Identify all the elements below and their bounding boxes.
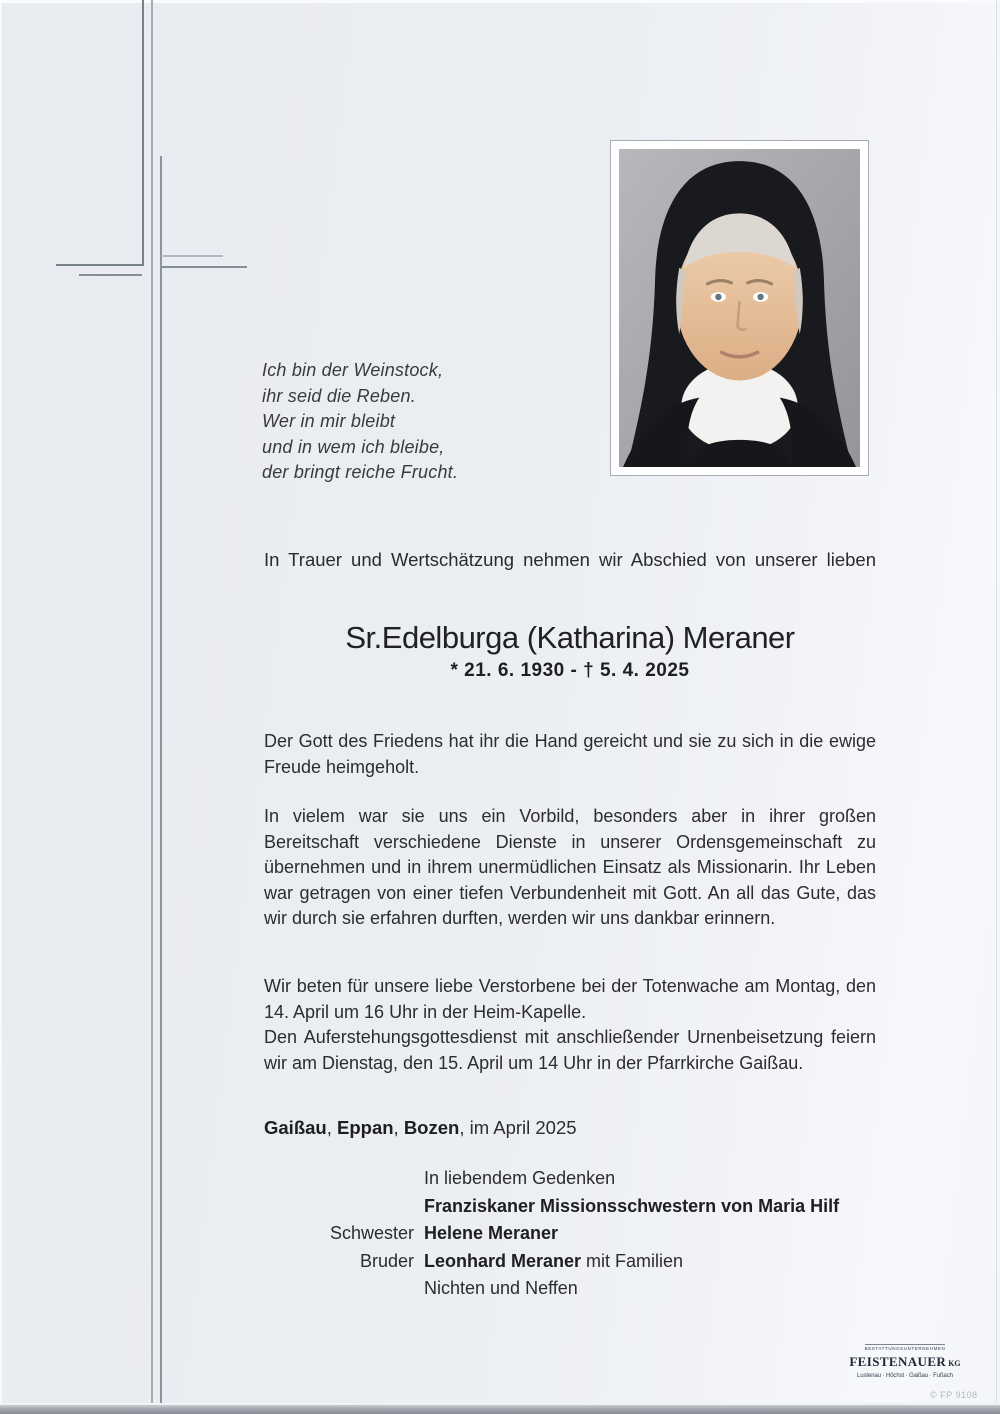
mourner-name: Leonhard Meraner mit Familien	[424, 1250, 684, 1271]
quote-line: ihr seid die Reben.	[262, 385, 416, 406]
scripture-quote	[262, 358, 522, 486]
funeral-home-name	[845, 1355, 965, 1371]
portrait-photo-frame	[610, 140, 869, 476]
nun-portrait-illustration	[619, 149, 860, 467]
life-dates: * 21. 6. 1930 - † 5. 4. 2025	[450, 660, 690, 681]
print-code: © FP 9108	[930, 1390, 978, 1400]
cross-vertical-line-offset	[160, 156, 162, 1405]
cross-horizontal-line-light	[161, 255, 223, 257]
intro-line: In Trauer und Wertschätzung nehmen wir Abschied von unserer lieben	[264, 549, 876, 570]
mourner-row	[264, 1193, 884, 1221]
closing-place: Bozen	[403, 1117, 460, 1138]
mourner-relation-label	[264, 1165, 424, 1193]
scan-edge-left	[0, 0, 2, 1414]
mourner-row	[264, 1220, 884, 1248]
cross-vertical-line-dark	[142, 0, 144, 266]
paragraph-services	[264, 974, 876, 1076]
mourner-name: In liebendem Gedenken	[424, 1168, 616, 1188]
cross-horizontal-line-right	[162, 266, 247, 268]
quote-line: und in wem ich bleibe,	[262, 436, 445, 457]
scan-edge-top	[0, 0, 1000, 3]
closing-text: , im April 2025	[459, 1117, 577, 1138]
funeral-home-locations: Lustenau · Höchst · Gaißau · Fußach	[857, 1373, 953, 1379]
quote-line: Wer in mir bleibt	[262, 411, 396, 431]
deceased-name: Sr.Edelburga (Katharina) Meraner	[345, 620, 795, 655]
cross-vertical-line-full	[151, 0, 153, 1405]
mourner-relation-label: Bruder	[359, 1250, 414, 1271]
closing-text: ,	[326, 1117, 337, 1138]
mourner-relation-label	[264, 1193, 424, 1221]
cross-horizontal-line-left	[56, 264, 142, 266]
mourner-name: Helene Meraner	[424, 1223, 559, 1243]
scan-edge-right	[996, 0, 997, 1414]
paragraph-gods-peace: Der Gott des Friedens hat ihr die Hand gereicht und sie zu sich in die ewige Freude heimgeholt.	[264, 731, 876, 777]
paragraph-funeral: Den Auferstehungsgottesdienst mit anschließender Urnenbeisetzung feiern wir am Dienstag, den 15. April um 14 Uhr in der Pfarrkirche Gaißau.	[264, 1027, 876, 1073]
paragraph-tribute: In vielem war sie uns ein Vorbild, besonders aber in ihrer großen Bereitschaft verschiedene Dienste in unserer Ordensgemeinschaft zu übernehmen und in ihrem unermüdlichen Einsatz als Missionarin. Ihr Leben war getragen von einer tiefen Verbundenheit mit Gott. An all das Gute, das wir durch sie erfahren durften, werden wir uns dankbar erinnern.	[264, 806, 876, 928]
cross-horizontal-line-shadow	[79, 274, 142, 276]
closing-line	[264, 1117, 876, 1139]
closing-text: ,	[393, 1117, 404, 1138]
mourner-row	[264, 1275, 884, 1303]
scan-edge-bottom	[0, 1405, 1000, 1414]
funeral-home-name-text: FEISTENAUER	[849, 1354, 947, 1369]
mourner-row	[264, 1248, 884, 1276]
mourner-row	[264, 1165, 884, 1193]
mourner-name: Nichten und Neffen	[424, 1278, 578, 1298]
mourner-relation-label: Schwester	[329, 1223, 414, 1243]
paragraph-wake: Wir beten für unsere liebe Verstorbene bei der Totenwache am Montag, den 14. April um 16 Uhr in der Heim-Kapelle.	[264, 976, 876, 1022]
mourner-name: Franziskaner Missionsschwestern von Maria Hilf	[424, 1195, 840, 1216]
mourners-list	[264, 1165, 884, 1303]
closing-place: Eppan	[337, 1117, 394, 1138]
quote-line: Ich bin der Weinstock,	[262, 360, 444, 380]
closing-place: Gaißau	[264, 1117, 327, 1138]
quote-line: der bringt reiche Frucht.	[262, 462, 459, 482]
mourner-relation-label	[264, 1275, 424, 1303]
funeral-home-logo	[845, 1337, 965, 1379]
funeral-home-suffix: KG	[948, 1359, 961, 1368]
funeral-home-category: BESTATTUNGSUNTERNEHMEN	[864, 1346, 946, 1351]
